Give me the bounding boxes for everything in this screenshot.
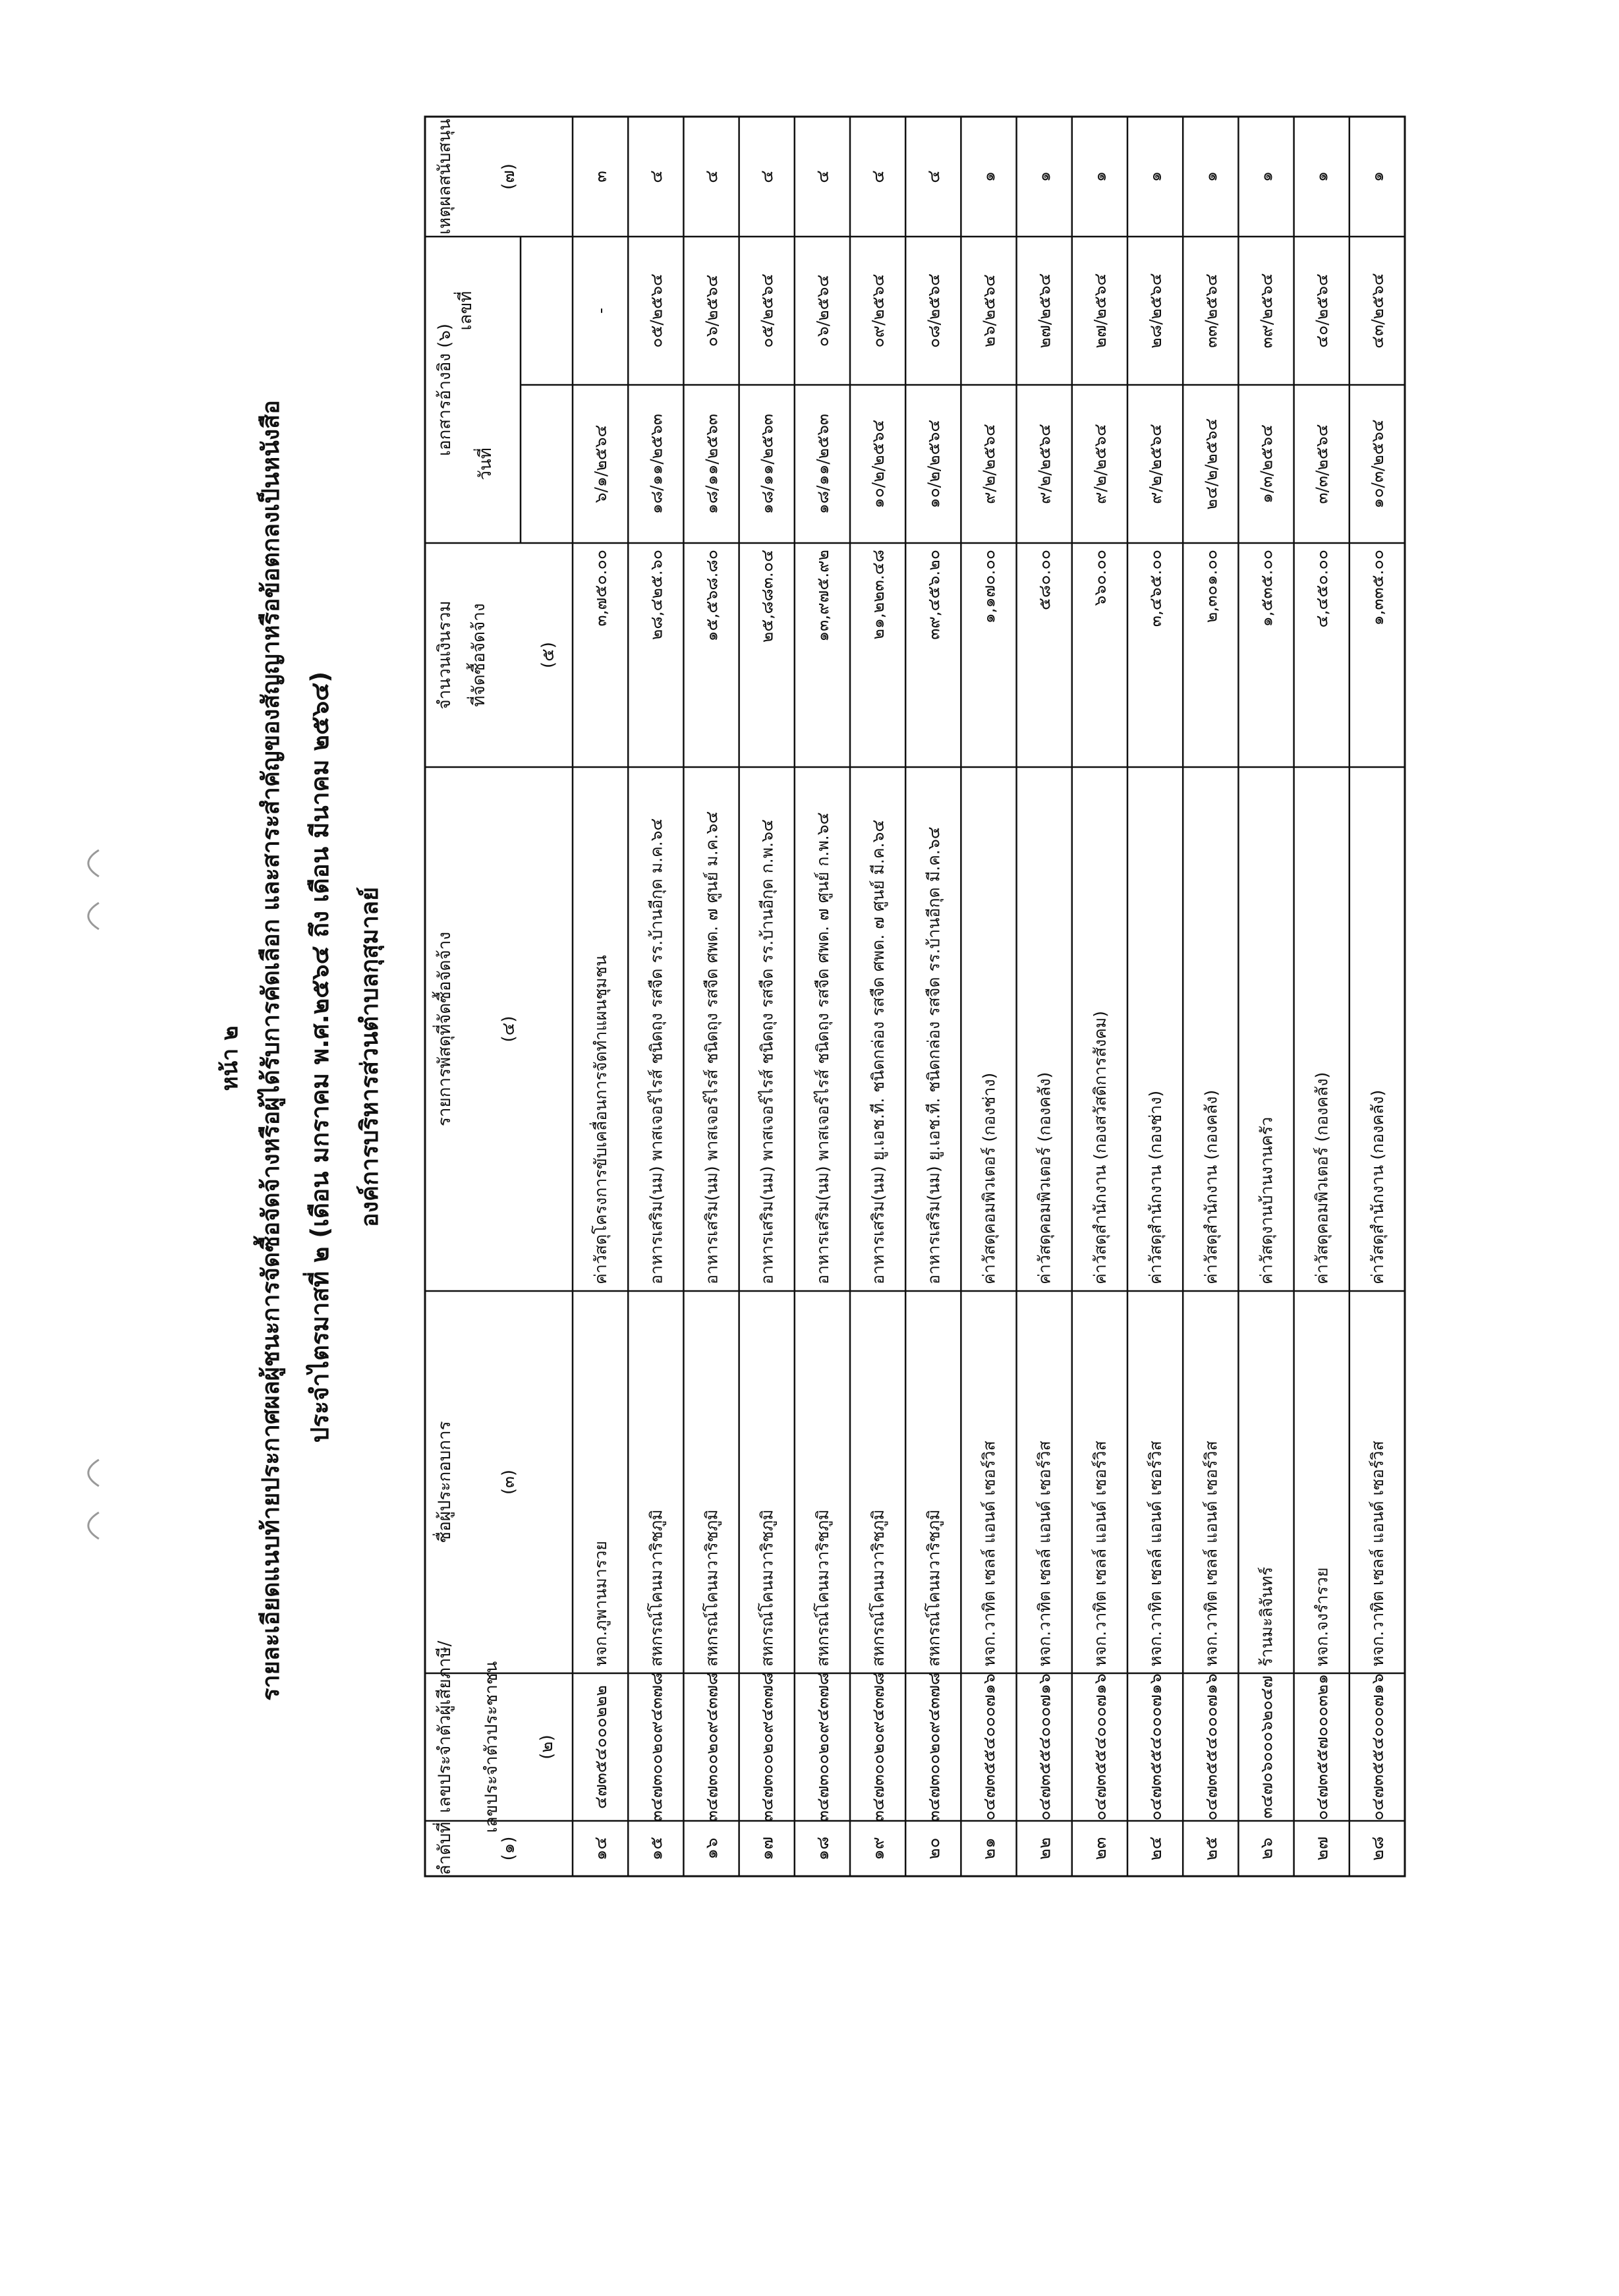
row-vendor: สหกรณ์โคนมวาริชภูมิ xyxy=(868,1509,888,1667)
row-item: ค่าวัสดุคอมพิวเตอร์ (กองคลัง) xyxy=(1312,1072,1332,1284)
row-item: ค่าวัสดุสำนักงาน (กองคลัง) xyxy=(1367,1089,1387,1284)
row-number: ๒๒ xyxy=(1035,1837,1055,1860)
row-number: ๒๗ xyxy=(1312,1836,1332,1861)
row-taxid: ๔๗๓๕๔๐๐๐๒๒๒ xyxy=(591,1685,611,1809)
row-vendor: หจก.ภูพานมารวย xyxy=(591,1541,611,1667)
row-amount: ๓,๗๕๐.๐๐ xyxy=(591,550,611,627)
row-item: อาหารเสริม(นม) พาสเจอร์ไรส์ ชนิดถุง รสจืด รร.บ้านอีกุด ก.พ.๖๔ xyxy=(757,819,777,1284)
row-vendor: หจก.วาทิต เซลล์ แอนด์ เซอร์วิส xyxy=(1201,1441,1221,1667)
row-ref-date: ๓/๓/๒๕๖๔ xyxy=(1312,424,1332,504)
header-col-no: ลำดับที่ xyxy=(435,1822,455,1876)
table-row xyxy=(702,170,722,1859)
row-number: ๒๓ xyxy=(1090,1837,1110,1860)
row-taxid: ๐๔๗๓๕๕๔๐๐๐๗๑๖ xyxy=(1090,1673,1110,1821)
header-col-amount: จำนวนเงินรวม xyxy=(435,600,455,710)
row-taxid: ๐๔๗๓๕๕๔๐๐๐๗๑๖ xyxy=(1146,1673,1166,1821)
row-ref-date: ๑๐/๒/๒๕๖๔ xyxy=(924,419,944,509)
period-subtitle: ประจำไตรมาสที่ ๒ (เดือน มกราคม พ.ศ.๒๕๖๔ ถึง เดือน มีนาคม ๒๕๖๔) xyxy=(306,671,334,1443)
row-reason: ๑ xyxy=(1312,171,1332,183)
header-col-item-index: (๔) xyxy=(499,1016,519,1043)
header-col-ref-date: วันที่ xyxy=(476,447,496,480)
row-ref-date: ๑๐/๓/๒๕๖๔ xyxy=(1367,419,1387,509)
header-col-reason-index: (๗) xyxy=(499,163,519,190)
row-amount: ๓๙,๔๕๖.๒๐ xyxy=(924,550,944,640)
row-item: อาหารเสริม(นม) พาสเจอร์ไรส์ ชนิดถุง รสจืด ศพด. ๗ ศูนย์ ม.ค.๖๔ xyxy=(702,811,722,1284)
row-number: ๑๖ xyxy=(702,1837,722,1860)
row-reason: ๔ xyxy=(868,170,889,183)
row-reason: ๑ xyxy=(1146,171,1166,183)
row-ref-date: ๙/๒/๒๕๖๔ xyxy=(1146,424,1166,504)
row-number: ๒๕ xyxy=(1201,1836,1222,1861)
row-taxid: ๐๔๗๓๕๕๔๐๐๐๗๑๖ xyxy=(979,1673,999,1821)
header-col-no-index: (๑) xyxy=(499,1836,519,1861)
row-taxid: ๓๔๗๓๐๐๒๐๙๔๓๗๘ xyxy=(924,1672,944,1822)
header-col-ref-number: เลขที่ xyxy=(456,291,476,331)
row-ref-date: ๑๘/๑๑/๒๕๖๓ xyxy=(757,413,777,515)
row-ref-number: ๐๖/๒๕๖๔ xyxy=(702,274,722,347)
row-ref-number: ๒๗/๒๕๖๔ xyxy=(1035,273,1054,349)
row-vendor: สหกรณ์โคนมวาริชภูมิ xyxy=(702,1509,722,1667)
header-col-taxid-index: (๒) xyxy=(537,1735,557,1760)
row-amount: ๑๓,๙๗๕.๙๒ xyxy=(812,550,832,642)
row-vendor: หจก.วาทิต เซลล์ แอนด์ เซอร์วิส xyxy=(1146,1441,1166,1667)
row-vendor: หจก.จงรำรวย xyxy=(1312,1567,1332,1667)
row-reason: ๑ xyxy=(979,171,1000,183)
row-taxid: ๓๔๗๓๐๐๒๐๙๔๓๗๘ xyxy=(812,1672,832,1822)
row-taxid: ๐๔๗๓๕๕๔๐๐๐๗๑๖ xyxy=(1035,1673,1054,1821)
row-ref-number: ๔๓/๒๕๖๔ xyxy=(1367,273,1387,349)
row-reason: ๑ xyxy=(1367,171,1388,183)
header-col-reference: เอกสารอ้างอิง (๖) xyxy=(435,324,455,456)
row-item: อาหารเสริม(นม) พาสเจอร์ไรส์ ชนิดถุง รสจืด ศพด. ๗ ศูนย์ ก.พ.๖๔ xyxy=(812,812,832,1284)
row-number: ๒๘ xyxy=(1367,1836,1388,1861)
row-ref-date: ๑๐/๒/๒๕๖๔ xyxy=(868,419,888,509)
row-vendor: ร้านมะลิจันทร์ xyxy=(1257,1566,1276,1667)
row-number: ๑๗ xyxy=(757,1836,778,1861)
row-amount: ๒๑,๒๒๓.๔๘ xyxy=(868,550,888,640)
row-taxid: ๓๔๗๓๐๐๒๐๙๔๓๗๘ xyxy=(868,1672,888,1822)
header-col-vendor-index: (๓) xyxy=(499,1469,519,1495)
table-row xyxy=(868,170,888,1860)
row-amount: ๑๕,๕๖๘.๘๐ xyxy=(702,550,722,642)
row-amount: ๒๕,๘๘๓.๐๔ xyxy=(757,550,777,643)
row-reason: ๔ xyxy=(757,170,778,183)
row-vendor: หจก.วาทิต เซลล์ แอนด์ เซอร์วิส xyxy=(1035,1441,1054,1667)
organization-name: องค์การบริหารส่วนตำบลกุสุมาลย์ xyxy=(356,886,383,1228)
row-reason: ๑ xyxy=(1035,171,1055,183)
row-reason: ๑ xyxy=(1257,171,1277,183)
document-title: รายละเอียดแนบท้ายประกาศผลผู้ชนะการจัดซื้อจัดจ้างหรือผู้ได้รับการคัดเลือก และสาระสำคัญของสัญญาหรือข้อตกลงเป็นหนังสือ xyxy=(258,400,285,1701)
row-item: ค่าวัสดุโครงการขับเคลื่อนการจัดทำแผนชุมชน xyxy=(591,955,611,1284)
row-number: ๒๔ xyxy=(1146,1836,1166,1861)
row-number: ๒๑ xyxy=(979,1837,1000,1860)
row-ref-number: ๐๘/๒๕๖๔ xyxy=(924,273,944,349)
row-amount: ๑,๓๓๕.๐๐ xyxy=(1367,550,1387,626)
row-number: ๒๖ xyxy=(1257,1837,1277,1860)
row-amount: ๑,๑๗๐.๐๐ xyxy=(979,550,999,624)
row-ref-number: ๒๖/๒๕๖๔ xyxy=(979,274,999,347)
row-vendor: สหกรณ์โคนมวาริชภูมิ xyxy=(812,1509,832,1667)
row-item: อาหารเสริม(นม) ยู.เอช.ที. ชนิดกล่อง รสจืด ศพด. ๗ ศูนย์ มี.ค.๖๔ xyxy=(868,819,888,1284)
header-col-taxid: เลขประจำตัวผู้เสียภาษี/ xyxy=(435,1640,455,1813)
row-item: ค่าวัสดุคอมพิวเตอร์ (กองคลัง) xyxy=(1035,1072,1054,1284)
row-taxid: ๓๔๗๓๐๐๒๐๙๔๓๗๘ xyxy=(702,1672,722,1822)
row-ref-number: ๐๖/๒๕๖๔ xyxy=(812,274,832,347)
table-row xyxy=(646,170,666,1860)
row-item: ค่าวัสดุงานบ้านงานครัว xyxy=(1257,1116,1276,1284)
row-amount: ๓,๔๖๕.๐๐ xyxy=(1146,550,1166,627)
row-ref-date: ๙/๒/๒๕๖๔ xyxy=(1090,424,1110,504)
row-ref-date: ๙/๒/๒๕๖๔ xyxy=(1035,424,1054,504)
row-item: ค่าวัสดุสำนักงาน (กองช่าง) xyxy=(1146,1090,1166,1284)
row-vendor: หจก.วาทิต เซลล์ แอนด์ เซอร์วิส xyxy=(1090,1441,1110,1667)
row-taxid: ๐๔๗๓๕๕๗๐๐๐๓๒๑ xyxy=(1312,1674,1332,1820)
row-vendor: หจก.วาทิต เซลล์ แอนด์ เซอร์วิส xyxy=(979,1441,999,1667)
row-amount: ๕๘๐.๐๐ xyxy=(1035,550,1054,610)
row-amount: ๖๖๐.๐๐ xyxy=(1090,550,1110,606)
row-amount: ๒๘,๔๒๕.๖๐ xyxy=(646,550,666,641)
row-item: ค่าวัสดุสำนักงาน (กองสวัสดิการสังคม) xyxy=(1090,1010,1110,1284)
header-col-reason: เหตุผลสนับสนุน xyxy=(435,119,455,235)
page-number: หน้า ๒ xyxy=(217,1025,243,1091)
row-vendor: สหกรณ์โคนมวาริชภูมิ xyxy=(646,1509,666,1667)
row-taxid: ๓๔๗๓๐๐๒๐๙๔๓๗๘ xyxy=(646,1672,666,1822)
row-number: ๑๘ xyxy=(812,1836,833,1861)
table-row xyxy=(924,170,944,1859)
table-row xyxy=(813,170,833,1860)
header-col-amount-index: (๕) xyxy=(538,642,558,668)
row-vendor: หจก.วาทิต เซลล์ แอนด์ เซอร์วิส xyxy=(1367,1441,1387,1667)
row-reason: ๓ xyxy=(591,171,611,183)
table-row xyxy=(1091,171,1110,1860)
row-reason: ๑ xyxy=(1090,171,1110,183)
row-number: ๑๔ xyxy=(591,1836,611,1861)
row-reason: ๔ xyxy=(924,170,944,183)
row-ref-number: - xyxy=(591,307,611,314)
row-ref-number: ๓๓/๒๕๖๔ xyxy=(1201,273,1221,348)
row-ref-date: ๖/๑/๒๕๖๔ xyxy=(591,424,611,503)
row-number: ๒๐ xyxy=(924,1837,944,1860)
row-taxid: ๓๔๗๓๐๐๒๐๙๔๓๗๘ xyxy=(757,1672,777,1822)
row-ref-date: ๑๘/๑๑/๒๕๖๓ xyxy=(646,413,666,515)
row-ref-number: ๒๗/๒๕๖๔ xyxy=(1090,273,1110,349)
table-row xyxy=(758,170,778,1860)
row-ref-number: ๐๕/๒๕๖๔ xyxy=(757,273,777,348)
row-item: อาหารเสริม(นม) พาสเจอร์ไรส์ ชนิดถุง รสจืด รร.บ้านอีกุด ม.ค.๖๔ xyxy=(646,818,666,1284)
row-vendor: สหกรณ์โคนมวาริชภูมิ xyxy=(924,1509,944,1667)
row-number: ๑๙ xyxy=(868,1837,889,1860)
row-reason: ๔ xyxy=(646,170,667,183)
row-taxid: ๓๔๗๐๖๐๐๐๖๒๐๔๗ xyxy=(1257,1675,1276,1819)
header-col-amount-line2: ที่จัดซื้อจัดจ้าง xyxy=(469,603,489,707)
row-reason: ๔ xyxy=(812,170,833,183)
row-ref-date: ๙/๒/๒๕๖๔ xyxy=(979,424,999,504)
row-ref-date: ๑/๓/๒๕๖๔ xyxy=(1257,424,1276,503)
row-item: อาหารเสริม(นม) ยู.เอช.ที. ชนิดกล่อง รสจืด รร.บ้านอีกุด มี.ค.๖๔ xyxy=(924,826,944,1284)
row-amount: ๑,๕๓๕.๐๐ xyxy=(1257,550,1276,627)
row-amount: ๒,๓๐๑.๐๐ xyxy=(1201,550,1221,623)
row-ref-number: ๒๘/๒๕๖๔ xyxy=(1146,273,1166,349)
row-item: ค่าวัสดุคอมพิวเตอร์ (กองช่าง) xyxy=(979,1072,999,1284)
row-ref-number: ๐๕/๒๕๖๔ xyxy=(646,273,666,348)
row-taxid: ๐๔๗๓๕๕๔๐๐๐๗๑๖ xyxy=(1367,1673,1387,1821)
row-ref-number: ๐๙/๒๕๖๔ xyxy=(868,273,888,348)
header-col-item: รายการพัสดุที่จัดซื้อจัดจ้าง xyxy=(435,931,455,1127)
row-taxid: ๐๔๗๓๕๕๔๐๐๐๗๑๖ xyxy=(1201,1673,1221,1821)
row-reason: ๔ xyxy=(702,170,722,183)
row-ref-date: ๑๘/๑๑/๒๕๖๓ xyxy=(812,413,832,515)
row-ref-date: ๒๔/๒/๒๕๖๔ xyxy=(1201,418,1221,510)
header-col-taxid-line2: เลขประจำตัวประชาชน xyxy=(482,1661,501,1833)
row-ref-number: ๔๐/๒๕๖๔ xyxy=(1312,273,1332,348)
header-col-vendor: ชื่อผู้ประกอบการ xyxy=(435,1421,455,1543)
row-number: ๑๕ xyxy=(646,1836,667,1861)
row-ref-number: ๓๙/๒๕๖๔ xyxy=(1257,273,1276,349)
row-ref-date: ๑๘/๑๑/๒๕๖๓ xyxy=(702,413,722,515)
row-vendor: สหกรณ์โคนมวาริชภูมิ xyxy=(757,1509,777,1667)
row-amount: ๔,๔๕๐.๐๐ xyxy=(1312,550,1332,628)
row-reason: ๑ xyxy=(1201,171,1222,183)
row-item: ค่าวัสดุสำนักงาน (กองคลัง) xyxy=(1201,1089,1221,1284)
